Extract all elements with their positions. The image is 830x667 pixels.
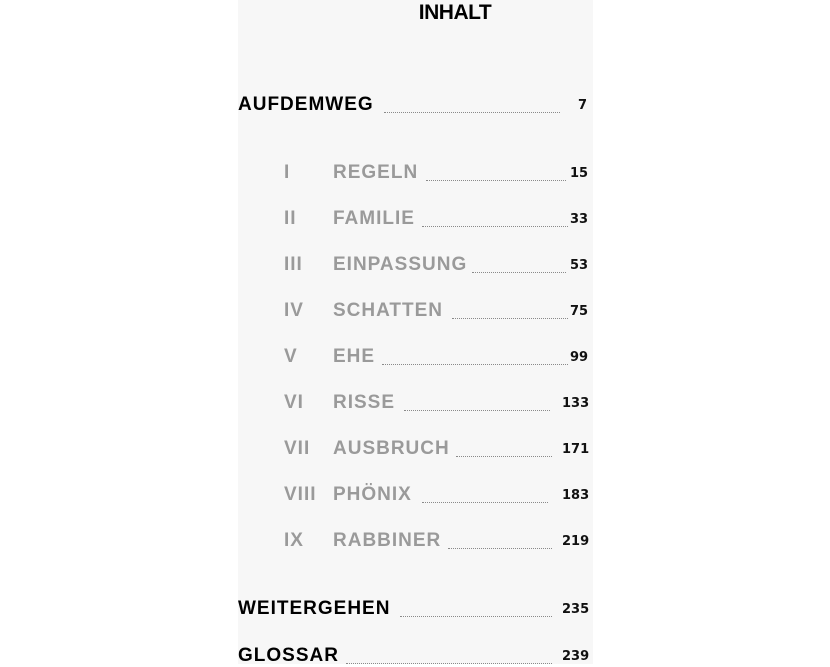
chapter-numeral: II — [284, 208, 297, 229]
chapter-page: 183 — [562, 488, 590, 503]
chapter-numeral: IX — [284, 530, 304, 551]
chapter-numeral: VIII — [284, 484, 317, 505]
leader-dots — [422, 502, 548, 503]
chapter-page: 15 — [570, 166, 589, 181]
toc-title: INHALT — [418, 1, 492, 24]
chapter-label: EINPASSUNG — [333, 254, 468, 275]
toc-chapter-4[interactable] — [284, 300, 590, 322]
chapter-numeral: VII — [284, 438, 311, 459]
chapter-page: 53 — [570, 258, 589, 273]
toc-chapter-9[interactable] — [284, 530, 590, 552]
leader-dots — [422, 226, 568, 227]
leader-dots — [426, 180, 566, 181]
toc-chapter-6[interactable] — [284, 392, 590, 414]
chapter-numeral: IV — [284, 300, 304, 321]
leader-dots — [452, 318, 568, 319]
toc-chapter-5[interactable] — [284, 346, 590, 368]
leader-dots — [384, 112, 560, 113]
toc-entry-page: 239 — [562, 649, 590, 664]
chapter-label: PHÖNIX — [333, 484, 412, 505]
chapter-label: RABBINER — [333, 530, 442, 551]
leader-dots — [456, 456, 552, 457]
chapter-numeral: III — [284, 254, 303, 275]
chapter-page: 33 — [570, 212, 589, 227]
chapter-label: REGELN — [333, 162, 419, 183]
toc-chapter-8[interactable] — [284, 484, 590, 506]
chapter-label: EHE — [333, 346, 376, 367]
chapter-label: SCHATTEN — [333, 300, 444, 321]
chapter-numeral: I — [284, 162, 291, 183]
toc-chapter-1[interactable] — [284, 162, 590, 184]
chapter-label: AUSBRUCH — [333, 438, 450, 459]
chapter-label: RISSE — [333, 392, 396, 413]
chapter-numeral: VI — [284, 392, 304, 413]
chapter-numeral: V — [284, 346, 298, 367]
toc-entry-page: 235 — [562, 602, 590, 617]
chapter-page: 133 — [562, 396, 590, 411]
toc-entry-label: WEITERGEHEN — [238, 598, 391, 619]
toc-chapter-7[interactable] — [284, 438, 590, 460]
toc-entry-label: GLOSSAR — [238, 645, 339, 666]
toc-entry-page: 7 — [578, 98, 588, 113]
leader-dots — [404, 410, 550, 411]
chapter-page: 219 — [562, 534, 590, 549]
leader-dots — [448, 548, 552, 549]
toc-entry-intro[interactable] — [238, 94, 590, 116]
chapter-page: 171 — [562, 442, 590, 457]
chapter-page: 99 — [570, 350, 589, 365]
leader-dots — [382, 364, 568, 365]
leader-dots — [400, 616, 552, 617]
toc-chapter-3[interactable] — [284, 254, 590, 276]
chapter-page: 75 — [570, 304, 589, 319]
toc-chapter-2[interactable] — [284, 208, 590, 230]
chapter-label: FAMILIE — [333, 208, 415, 229]
toc-entry-weitergehen[interactable] — [238, 598, 590, 620]
toc-entry-label: AUFDEMWEG — [238, 94, 374, 115]
leader-dots — [472, 272, 566, 273]
